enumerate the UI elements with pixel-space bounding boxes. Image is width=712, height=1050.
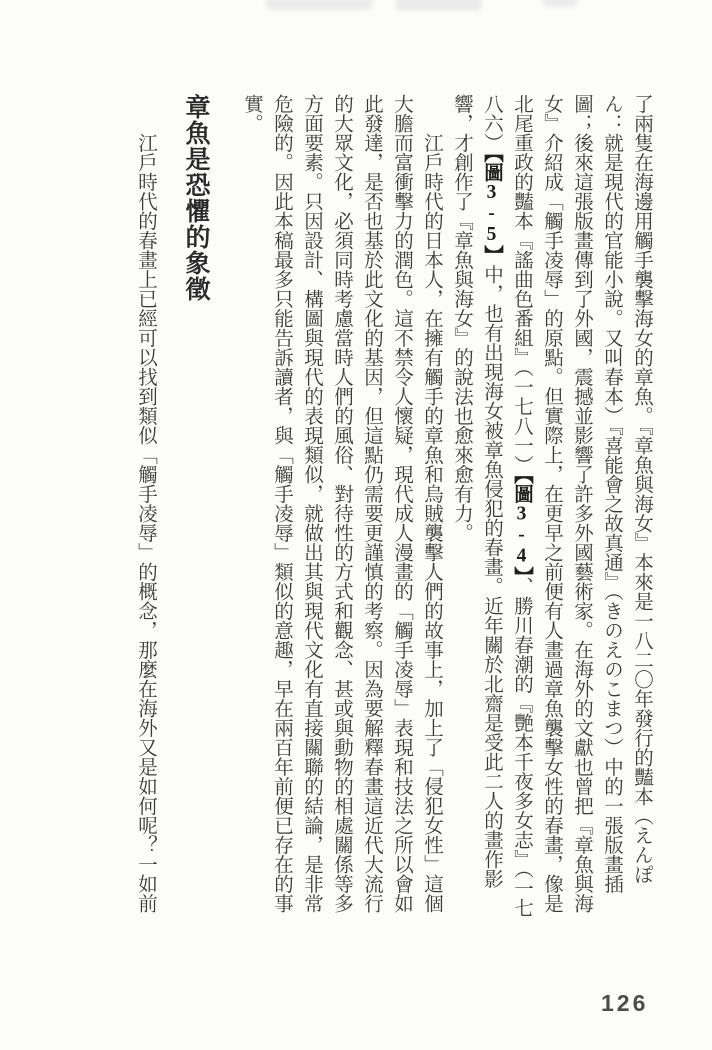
scan-artifact <box>396 0 482 11</box>
vertical-text-area <box>130 94 656 920</box>
scan-artifact <box>543 0 577 7</box>
paragraph: 江戶時代的春畫上已經可以找到類似「觸手凌辱」的概念，那麼在海外又是如何呢？一如前 <box>135 133 156 913</box>
page-number: 126 <box>601 990 649 1016</box>
scan-artifact <box>266 0 372 10</box>
paragraph: 江戶時代的日本人，在擁有觸手的章魚和烏賊襲擊人們的故事上，加上了「侵犯女性」這個大膽而富衝擊力的潤色。這不禁令人懷疑，現代成人漫畫的「觸手凌辱」表現和技法之所以會如此發達，是否也基於此文化的基因，但這點仍需要更謹慎的考察。因為要解釋春畫這近代大流行的大眾文化，必須同時考慮當時人們的風俗、對待性的方式和觀念、甚或與動物的相處關係等多方面要素。只因設計、構圖與現代的表現類似，就做出其與現代文化有直接關聯的結論，是非常危險的。因此本稿最多只能告訴讀者，與「觸手凌辱」類似的意趣，早在兩百年前便已存在的事實。 <box>241 94 442 913</box>
paragraph-continuation: 了兩隻在海邊用觸手襲擊海女的章魚。『章魚與海女』本來是一八二〇年發行的豔本（えんぽん：就是現代的官能小說。又叫春本）『喜能會之故真通』（きのえのこまつ）中的一張版畫插圖；後來這張版畫傳到了外國，震撼並影響了許多外國藝術家。在海外的文獻也曾把『章魚與海女』介紹成「觸手凌辱」的原點。但實際上，在更早之前便有人畫過章魚襲擊女性的春畫，像是北尾重政的豔本『謠曲色番組』（一七八一）【圖3-4】、勝川春潮的『艷本千夜多女志』（一七八六）【圖3-5】中，也有出現海女被章魚侵犯的春畫。近年關於北齋是受此二人的畫作影響，才創作了『章魚與海女』的說法也愈來愈有力。 <box>451 94 652 918</box>
section-heading: 章魚是恐懼的象徵 <box>182 94 209 302</box>
